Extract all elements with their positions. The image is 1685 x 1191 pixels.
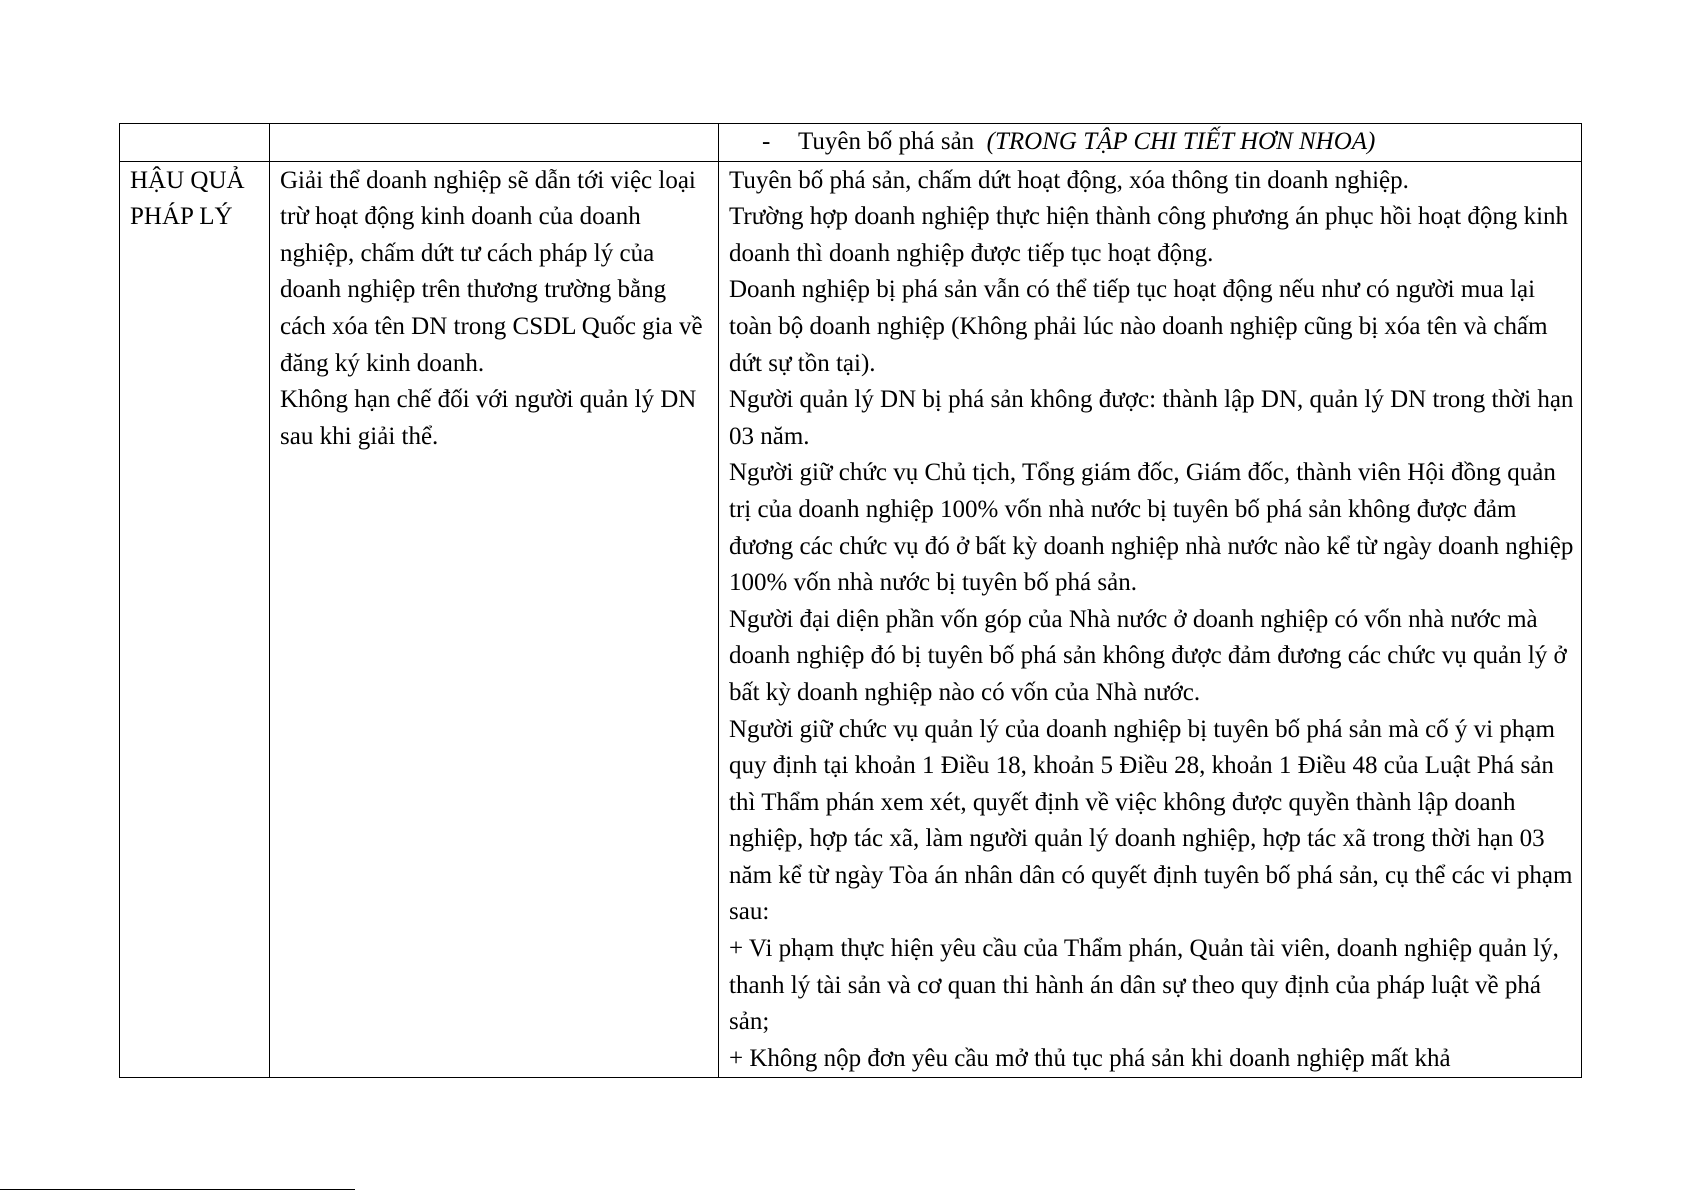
bankruptcy-paragraph: + Vi phạm thực hiện yêu cầu của Thẩm phán, Quản tài viên, doanh nghiệp quản lý, thanh lý tài sản và cơ quan thi hành án dân sự theo quy định của pháp luật về phá sản;	[729, 935, 1559, 1036]
dissolution-paragraph: Không hạn chế đối với người quản lý DN sau khi giải thể.	[280, 386, 697, 450]
table-row-continued	[120, 124, 1582, 162]
bankruptcy-paragraph: Người quản lý DN bị phá sản không được: thành lập DN, quản lý DN trong thời hạn 03 năm.	[729, 386, 1574, 450]
bankruptcy-paragraph: Trường hợp doanh nghiệp thực hiện thành công phương án phục hồi hoạt động kinh doanh thì doanh nghiệp được tiếp tục hoạt động.	[729, 203, 1569, 267]
empty-cell	[120, 124, 270, 162]
bankruptcy-paragraph: Doanh nghiệp bị phá sản vẫn có thể tiếp tục hoạt động nếu như có người mua lại toàn bộ doanh nghiệp (Không phải lúc nào doanh nghiệp cũng bị xóa tên và chấm dứt sự tồn tại).	[729, 276, 1548, 377]
bankruptcy-paragraph: Người đại diện phần vốn góp của Nhà nước ở doanh nghiệp có vốn nhà nước mà doanh nghiệp đó bị tuyên bố phá sản không được đảm đương các chức vụ quản lý ở bất kỳ doanh nghiệp nào có vốn của Nhà nước.	[729, 605, 1567, 706]
dissolution-cell	[270, 161, 719, 1078]
bankruptcy-header-note: (TRONG TẬP CHI TIẾT HƠN NHOA)	[986, 128, 1376, 155]
bankruptcy-paragraph: Tuyên bố phá sản, chấm dứt hoạt động, xóa thông tin doanh nghiệp.	[729, 166, 1409, 194]
bankruptcy-header-text: Tuyên bố phá sản	[798, 128, 975, 155]
bankruptcy-paragraph: Người giữ chức vụ Chủ tịch, Tổng giám đốc, Giám đốc, thành viên Hội đồng quản trị của doanh nghiệp 100% vốn nhà nước bị tuyên bố phá sản không được đảm đương các chức vụ đó ở bất kỳ doanh nghiệp nhà nước nào kể từ ngày doanh nghiệp 100% vốn nhà nước bị tuyên bố phá sản.	[729, 459, 1574, 597]
bankruptcy-cell	[719, 161, 1582, 1078]
row-heading-cell	[120, 161, 270, 1078]
bankruptcy-paragraph: Người giữ chức vụ quản lý của doanh nghiệp bị tuyên bố phá sản mà cố ý vi phạm quy định tại khoản 1 Điều 18, khoản 5 Điều 28, khoản 1 Điều 48 của Luật Phá sản thì Thẩm phán xem xét, quyết định về việc không được quyền thành lập doanh nghiệp, hợp tác xã, làm người quản lý doanh nghiệp, hợp tác xã trong thời hạn 03 năm kể từ ngày Tòa án nhân dân có quyết định tuyên bố phá sản, cụ thể các vi phạm sau:	[729, 715, 1573, 926]
bankruptcy-paragraph: + Không nộp đơn yêu cầu mở thủ tục phá sản khi doanh nghiệp mất khả	[729, 1044, 1451, 1072]
list-dash: -	[762, 128, 771, 155]
comparison-table	[119, 123, 1582, 1078]
footnote-separator	[0, 1189, 355, 1190]
bankruptcy-header-cell	[719, 124, 1582, 162]
empty-cell	[270, 124, 719, 162]
table-row-legal-consequences	[120, 161, 1582, 1078]
dissolution-paragraph: Giải thể doanh nghiệp sẽ dẫn tới việc loại trừ hoạt động kinh doanh của doanh nghiệp, chấm dứt tư cách pháp lý của doanh nghiệp trên thương trường bằng cách xóa tên DN trong CSDL Quốc gia về đăng ký kinh doanh.	[280, 166, 703, 377]
row-heading: HẬU QUẢ PHÁP LÝ	[130, 166, 245, 231]
